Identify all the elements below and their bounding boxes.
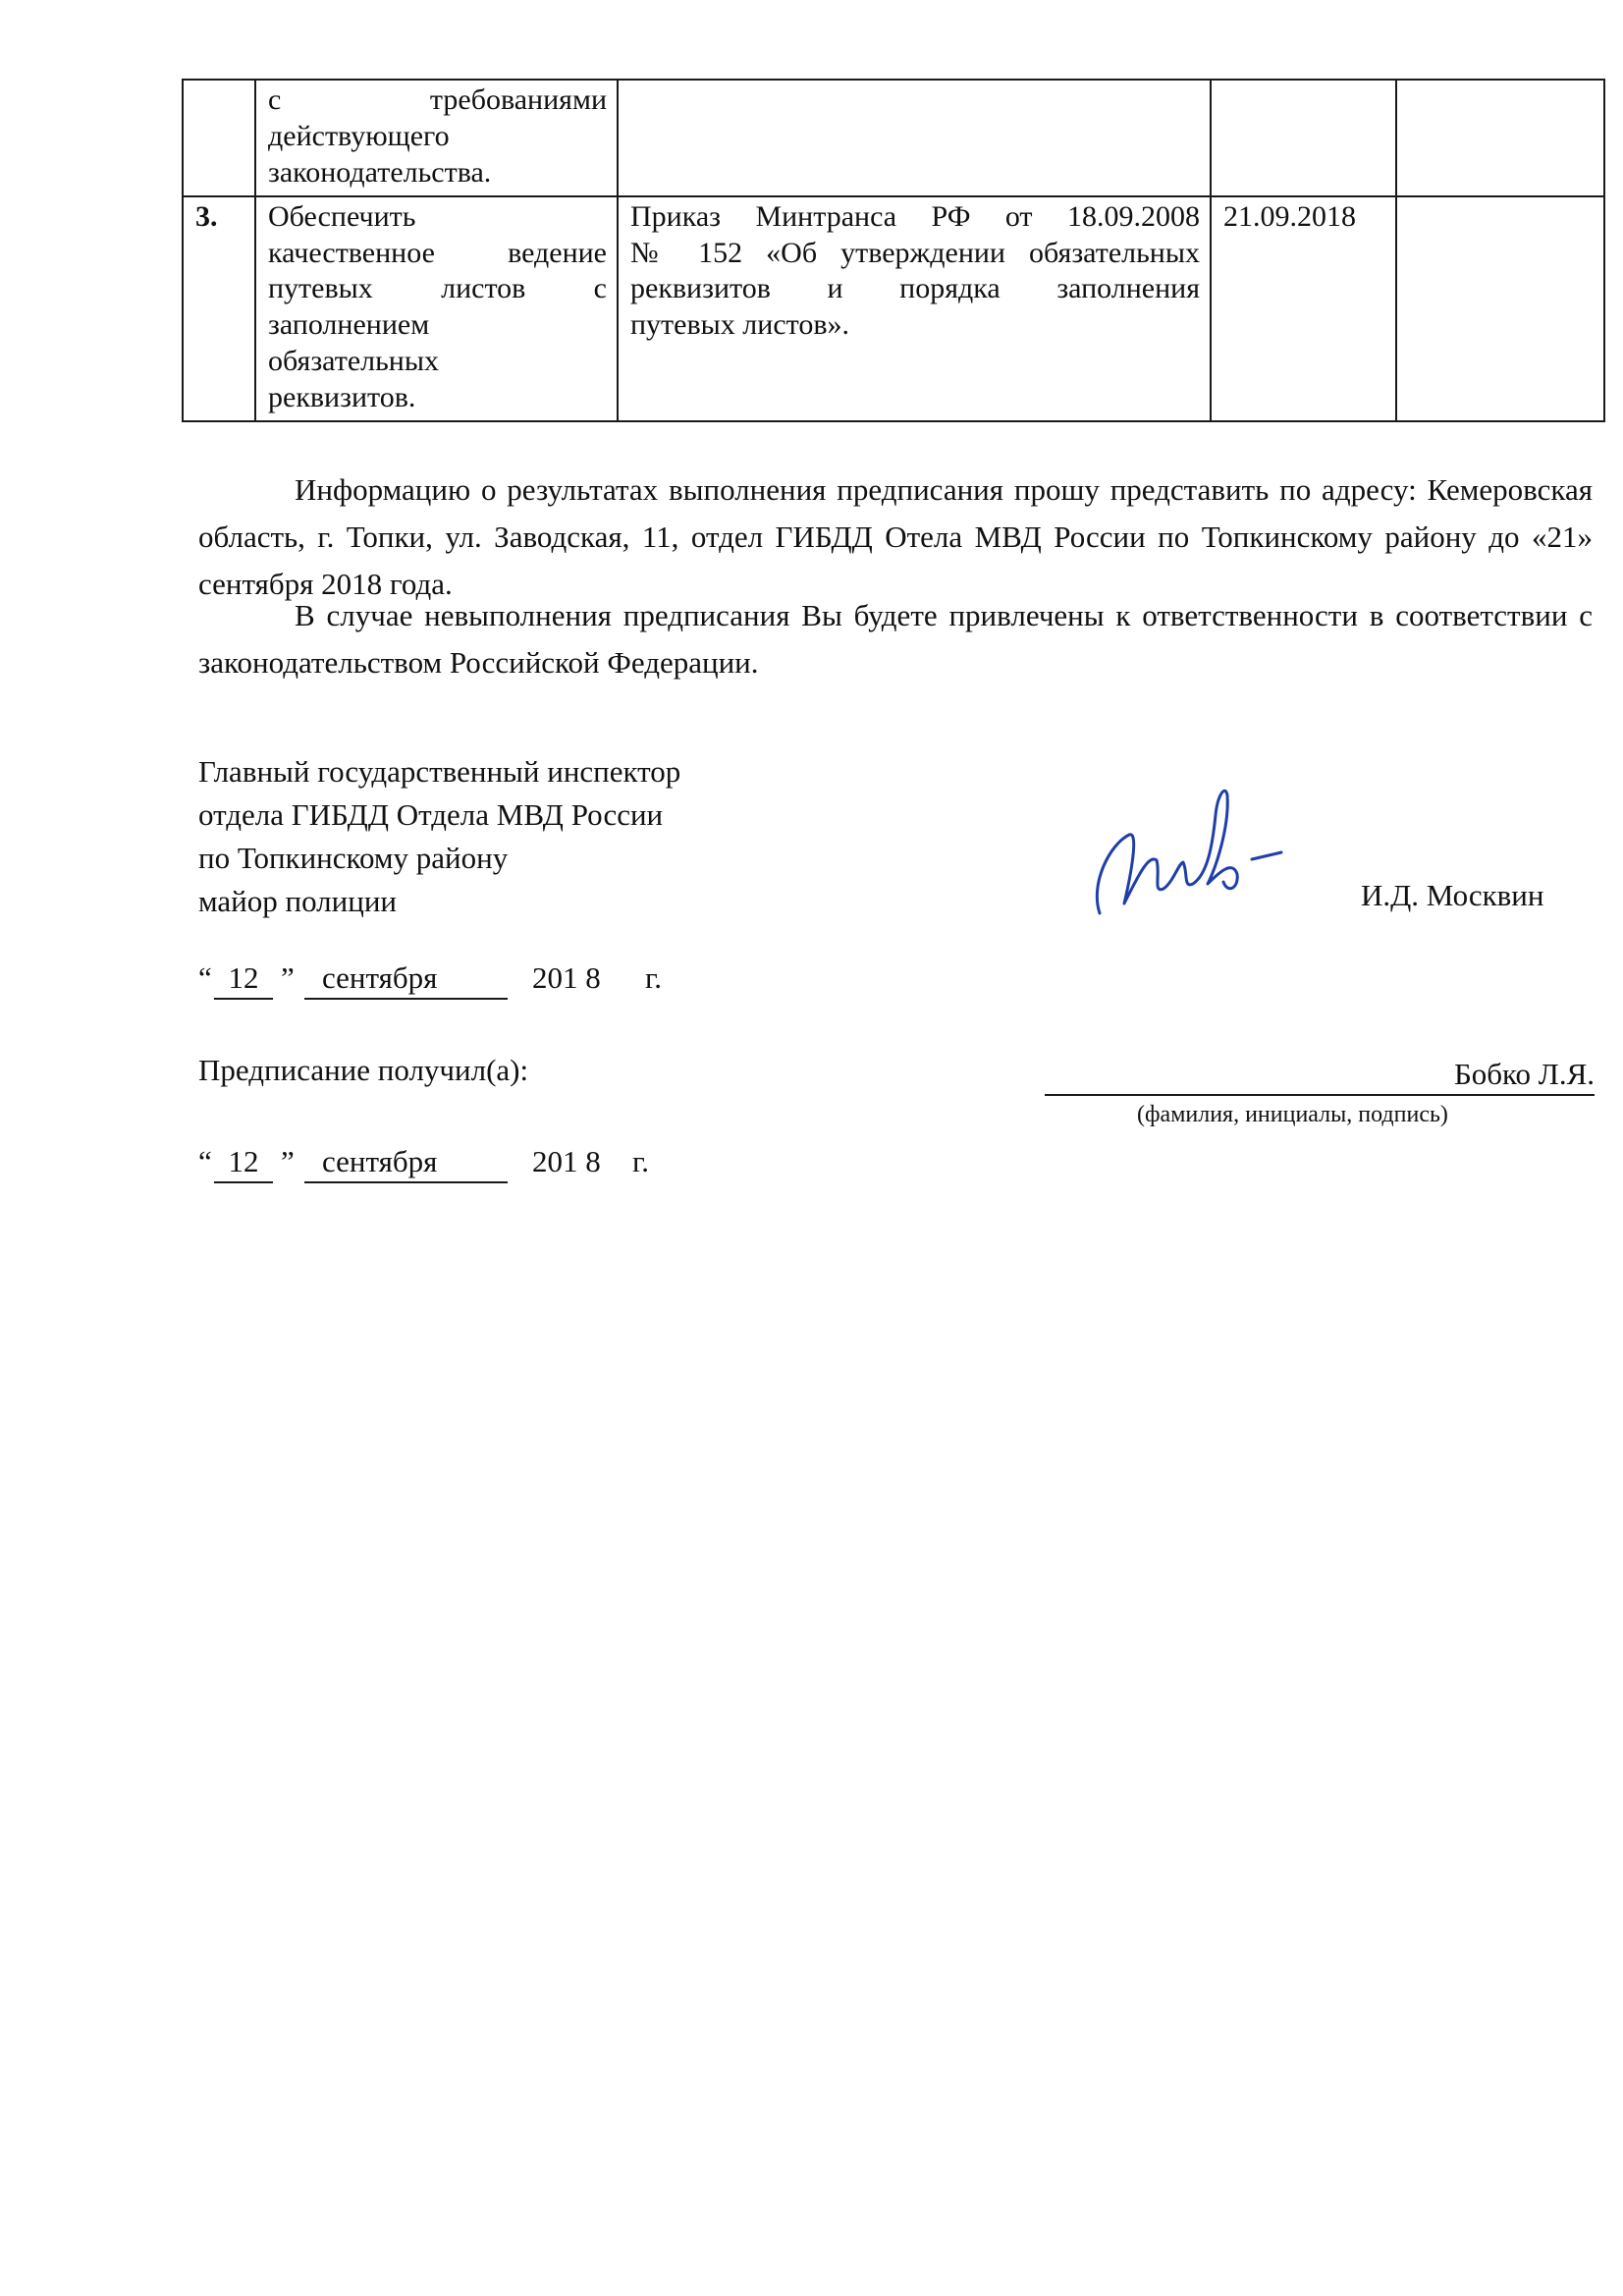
received-label: Предписание получил(а): [198,1053,529,1087]
basis-cell [618,196,1211,421]
received-name: Бобко Л.Я. [1453,1057,1595,1091]
orders-table [182,79,1605,422]
liability-text: В случае невыполнения предписания Вы будете привлечены к ответственности в соответствии с законодательством Российской Федерации. [198,598,1593,680]
basis-line: Приказ Минтранса РФ от 18.09.2008 [630,199,1200,233]
signer-title-line: отдела ГИБДД Отдела МВД России [198,797,664,832]
task-line: обязательных [268,345,439,378]
basis-line: путевых листов». [630,308,850,342]
task-cell [255,80,618,196]
date-suffix: г. [645,960,662,995]
mark-cell [1396,80,1604,196]
results-paragraph [198,466,1593,608]
signer-title-line: по Топкинскому району [198,841,509,875]
received-caption: (фамилия, инициалы, подпись) [1137,1102,1448,1127]
deadline-cell [1211,80,1396,196]
signer-title-line: Главный государственный инспектор [198,754,681,789]
task-line: действующего [268,119,450,152]
basis-line: № 152 «Об утверждении обязательных [630,236,1200,269]
basis-line: реквизитов и порядка заполнения [630,272,1200,305]
row-number [183,80,255,196]
received-date [198,1144,709,1183]
date-year: 201 8 [532,1144,601,1178]
date-day: 12 [214,960,273,1000]
date-close-quote: ” [281,1144,295,1178]
handwritten-signature [1070,766,1296,933]
date-open-quote: “ [198,1144,212,1178]
liability-paragraph [198,592,1593,686]
deadline-cell: 21.09.2018 [1211,196,1396,421]
received-signature-line [1045,1055,1595,1096]
task-line: Обеспечить [268,199,416,233]
row-number: 3. [183,196,255,421]
date-open-quote: “ [198,960,212,995]
date-suffix: г. [632,1144,649,1178]
date-close-quote: ” [281,960,295,995]
task-line: качественное ведение [268,236,607,269]
table-row [183,196,1604,421]
mark-cell [1396,196,1604,421]
signer-name: И.Д. Москвин [1361,878,1544,912]
task-line: с требованиями [268,83,607,116]
table-row [183,80,1604,196]
issue-date [198,960,709,1000]
date-month: сентября [304,1144,508,1183]
basis-cell [618,80,1211,196]
task-line: путевых листов с [268,272,607,305]
date-month: сентября [304,960,508,1000]
signer-rank: майор полиции [198,884,398,918]
task-line: законодательства. [268,155,492,189]
task-line: реквизитов. [268,381,416,414]
date-year: 201 8 [532,960,601,995]
task-cell [255,196,618,421]
signer-block [198,750,680,923]
results-text: Информацию о результатах выполнения предписания прошу представить по адресу: Кемеровская область, г. Топки, ул. Заводская, 11, отдел ГИБДД Отела МВД России по Топкинскому району до «21» сентября 2018 года. [198,472,1593,601]
date-day: 12 [214,1144,273,1183]
task-line: заполнением [268,308,430,342]
